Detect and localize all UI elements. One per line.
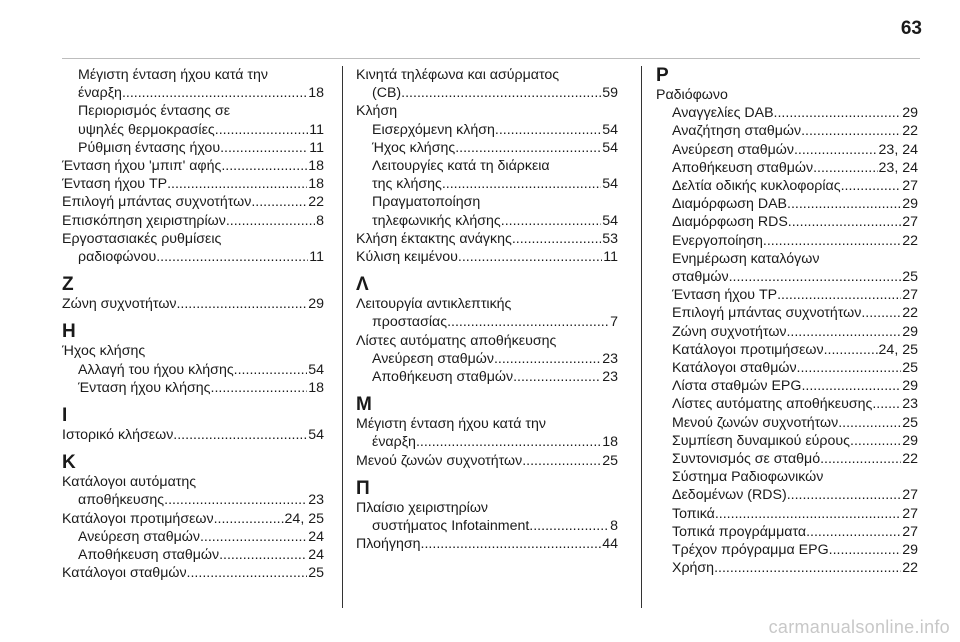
- index-entry: [356, 175, 618, 193]
- index-entry-term: Διαμόρφωση DAB: [672, 196, 788, 213]
- dot-leader: [220, 139, 308, 157]
- index-page-ref: 11: [603, 249, 618, 266]
- index-entry-term: Κατάλογοι σταθμών: [62, 565, 187, 582]
- dot-leader: [786, 323, 901, 341]
- index-page-ref: 18: [308, 176, 324, 193]
- index-entry: [356, 139, 618, 157]
- index-entry: [656, 341, 918, 359]
- index-entry-term: Ένταση ήχου κλήσης: [78, 379, 211, 396]
- index-entry-line: Πραγματοποίηση: [372, 194, 481, 211]
- index-entry-line: Ραδιόφωνο: [656, 87, 728, 103]
- index-page-ref: 29: [902, 432, 918, 449]
- index-entry-line: Μέγιστη ένταση ήχου κατά την: [78, 67, 268, 83]
- dot-leader: [442, 175, 601, 193]
- index-entry: [656, 213, 918, 231]
- index-page-ref: 24, 25: [878, 341, 918, 358]
- dot-leader: [494, 350, 601, 368]
- index-entry: [62, 491, 324, 509]
- index-entry-term: Κατάλογοι προτιμήσεων: [62, 510, 214, 527]
- dot-leader: [164, 491, 307, 509]
- index-entry-line: Κινητά τηλέφωνα και ασύρματος: [356, 67, 560, 83]
- index-entry-term: Αναγγελίες DAB: [672, 105, 774, 122]
- index-entry-term: Ανεύρεση σταθμών: [672, 141, 794, 158]
- index-entry: [62, 295, 324, 313]
- index-entry: [356, 212, 618, 230]
- index-entry-term: αποθήκευσης: [78, 492, 165, 509]
- index-page-ref: 18: [308, 379, 324, 396]
- index-entry-term: Ιστορικό κλήσεων: [62, 427, 174, 444]
- index-entry: [656, 232, 918, 250]
- index-page-ref: 54: [308, 361, 324, 378]
- index-entry-term: τηλεφωνικής κλήσης: [372, 212, 501, 229]
- index-page-ref: 29: [902, 196, 918, 213]
- column-divider: [342, 66, 343, 608]
- index-entry-term: Αποθήκευση σταθμών: [672, 159, 814, 176]
- dot-leader: [156, 248, 308, 266]
- index-page-ref: 18: [308, 158, 324, 175]
- dot-leader: [416, 433, 601, 451]
- dot-leader: [872, 395, 901, 413]
- index-entry: [62, 248, 324, 266]
- index-page-ref: 25: [902, 269, 918, 286]
- dot-leader: [421, 535, 602, 553]
- dot-leader: [861, 304, 901, 322]
- index-page-ref: 22: [902, 305, 918, 322]
- index-page-ref: 29: [902, 105, 918, 122]
- index-page-ref: 23: [902, 396, 918, 413]
- dot-leader: [829, 541, 902, 559]
- index-page-ref: 22: [308, 194, 324, 211]
- index-entry: [62, 510, 324, 528]
- index-entry-line: Κλήση: [356, 103, 398, 120]
- dot-leader: [801, 122, 901, 140]
- index-letter-heading: Ζ: [62, 274, 74, 296]
- index-page-ref: 54: [602, 139, 618, 156]
- index-entry-term: Χρήση: [672, 560, 715, 577]
- index-entry-term: Αλλαγή του ήχου κλήσης: [78, 361, 234, 378]
- index-page-ref: 54: [602, 212, 618, 229]
- index-entry-term: Αποθήκευση σταθμών: [372, 369, 514, 386]
- index-entry: [656, 541, 918, 559]
- dot-leader: [801, 377, 901, 395]
- dot-leader: [824, 341, 878, 359]
- dot-leader: [219, 546, 307, 564]
- dot-leader: [251, 193, 307, 211]
- index-entry-term: Λίστες αυτόματης αποθήκευσης: [672, 396, 873, 413]
- index-entry: [656, 177, 918, 195]
- index-entry-term: (CB): [372, 85, 402, 102]
- dot-leader: [794, 141, 878, 159]
- dot-leader: [838, 414, 901, 432]
- dot-leader: [787, 195, 901, 213]
- index-entry: [656, 122, 918, 140]
- index-entry-term: Αποθήκευση σταθμών: [78, 547, 220, 564]
- index-entry-line: Λειτουργία αντικλεπτικής: [356, 296, 512, 313]
- index-entry-term: προστασίας: [372, 314, 448, 331]
- dot-leader: [211, 379, 308, 397]
- index-page-ref: 59: [602, 85, 618, 102]
- index-page-ref: 23, 24: [878, 159, 918, 176]
- index-letter-heading: Μ: [356, 394, 372, 416]
- dot-leader: [797, 359, 902, 377]
- index-entry: [656, 159, 918, 177]
- index-page-ref: 27: [902, 487, 918, 504]
- index-entry-term: συστήματος Infotainment: [372, 518, 530, 535]
- index-page-ref: 24: [308, 528, 324, 545]
- index-page-ref: 27: [902, 178, 918, 195]
- index-entry-term: Επισκόπηση χειριστηρίων: [62, 212, 226, 229]
- index-entry-line: Σύστημα Ραδιοφωνικών: [672, 469, 824, 486]
- index-page-ref: 53: [602, 230, 618, 247]
- index-page-ref: 29: [308, 296, 324, 313]
- dot-leader: [122, 84, 307, 102]
- dot-leader: [221, 157, 307, 175]
- index-entry-line: Μέγιστη ένταση ήχου κατά την: [356, 416, 546, 433]
- index-letter-heading: Ρ: [656, 65, 669, 86]
- index-entry: [356, 452, 618, 470]
- index-page-ref: 29: [902, 542, 918, 559]
- watermark-text: carmanualsonline.info: [768, 617, 950, 637]
- dot-leader: [529, 517, 609, 535]
- index-page-ref: 29: [902, 378, 918, 395]
- index-entry: [656, 414, 918, 432]
- index-entry: [656, 395, 918, 413]
- index-entry: [356, 433, 618, 451]
- index-entry: [656, 141, 918, 159]
- index-entry: [356, 517, 618, 535]
- index-page-ref: 7: [610, 314, 618, 331]
- index-entry-term: Ένταση ήχου 'μπιπ' αφής: [62, 158, 222, 175]
- index-page-ref: 29: [902, 323, 918, 340]
- index-entry-line: Ήχος κλήσης: [62, 343, 146, 360]
- index-entry: [656, 268, 918, 286]
- index-entry-term: Κατάλογοι προτιμήσεων: [672, 341, 824, 358]
- index-entry-line: Κατάλογοι αυτόματης: [62, 474, 197, 491]
- index-entry: [656, 104, 918, 122]
- index-entry-term: Ενεργοποίηση: [672, 232, 763, 249]
- index-entry: [62, 212, 324, 230]
- dot-leader: [501, 212, 601, 230]
- index-entry: [356, 535, 618, 553]
- dot-leader: [458, 248, 602, 266]
- index-entry: [62, 564, 324, 582]
- dot-leader: [777, 286, 901, 304]
- index-page-ref: 22: [902, 123, 918, 140]
- index-page-ref: 27: [902, 214, 918, 231]
- index-page-ref: 8: [610, 518, 618, 535]
- index-entry-term: ραδιοφώνου: [78, 249, 157, 266]
- index-entry-term: Ζώνη συχνοτήτων: [672, 323, 787, 340]
- index-page-ref: 44: [602, 536, 618, 553]
- index-entry: [62, 361, 324, 379]
- index-entry-term: Μενού ζωνών συχνοτήτων: [672, 414, 839, 431]
- dot-leader: [401, 84, 601, 102]
- dot-leader: [714, 559, 901, 577]
- index-entry: [656, 523, 918, 541]
- index-page-ref: 27: [902, 523, 918, 540]
- index-entry-term: Συντονισμός σε σταθμό: [672, 451, 821, 468]
- dot-leader: [200, 528, 307, 546]
- dot-leader: [512, 230, 601, 248]
- index-page-ref: 11: [309, 249, 324, 266]
- dot-leader: [715, 505, 901, 523]
- index-entry-term: σταθμών: [672, 269, 729, 286]
- index-entry-term: Εισερχόμενη κλήση: [372, 121, 495, 138]
- index-page-ref: 8: [316, 212, 324, 229]
- dot-leader: [813, 159, 877, 177]
- index-column-1: [62, 66, 324, 582]
- dot-leader: [522, 452, 601, 470]
- index-entry: [62, 426, 324, 444]
- index-entry: [356, 121, 618, 139]
- dot-leader: [173, 426, 307, 444]
- dot-leader: [513, 368, 601, 386]
- index-entry: [356, 230, 618, 248]
- index-entry-line: Εργοστασιακές ρυθμίσεις: [62, 230, 222, 247]
- index-entry: [656, 432, 918, 450]
- index-letter-heading: Π: [356, 477, 370, 499]
- index-page-ref: 23, 24: [878, 141, 918, 158]
- index-page-ref: 25: [308, 565, 324, 582]
- index-entry: [62, 121, 324, 139]
- index-letter-heading: Ι: [62, 405, 68, 427]
- index-entry-term: Κλήση έκτακτης ανάγκης: [356, 230, 512, 247]
- index-page-ref: 25: [902, 360, 918, 377]
- dot-leader: [763, 232, 901, 250]
- dot-leader: [187, 564, 308, 582]
- index-entry-term: της κλήσης: [372, 176, 442, 193]
- index-letter-heading: Λ: [356, 274, 369, 296]
- index-page-ref: 27: [902, 505, 918, 522]
- index-entry: [62, 193, 324, 211]
- index-entry-term: Κατάλογοι σταθμών: [672, 360, 797, 377]
- index-page-ref: 24: [308, 547, 324, 564]
- page-number: 63: [900, 18, 922, 39]
- index-page-ref: 18: [602, 434, 618, 451]
- dot-leader: [850, 432, 901, 450]
- index-entry-term: Διαμόρφωση RDS: [672, 214, 788, 231]
- index-entry: [356, 313, 618, 331]
- dot-leader: [774, 104, 902, 122]
- index-page-ref: 22: [902, 232, 918, 249]
- dot-leader: [788, 213, 901, 231]
- index-page-ref: 27: [902, 287, 918, 304]
- index-letter-heading: Κ: [62, 452, 76, 474]
- index-entry-term: Ανεύρεση σταθμών: [78, 528, 200, 545]
- dot-leader: [226, 212, 315, 230]
- index-entry-term: Ένταση ήχου TP: [62, 176, 168, 193]
- index-page-ref: 23: [308, 492, 324, 509]
- index-entry: [656, 559, 918, 577]
- header-rule: [62, 58, 920, 59]
- dot-leader: [176, 295, 307, 313]
- index-entry: [656, 377, 918, 395]
- index-entry-term: Δελτία οδικής κυκλοφορίας: [672, 178, 841, 195]
- index-page-ref: 11: [309, 139, 324, 156]
- index-entry-term: έναρξη: [372, 434, 416, 451]
- index-page-ref: 25: [602, 452, 618, 469]
- index-entry: [656, 286, 918, 304]
- index-entry: [656, 486, 918, 504]
- index-entry-term: Επιλογή μπάντας συχνοτήτων: [672, 305, 862, 322]
- index-entry-term: Ήχος κλήσης: [372, 139, 456, 156]
- index-entry: [62, 157, 324, 175]
- dot-leader: [214, 510, 284, 528]
- index-page-ref: 23: [602, 350, 618, 367]
- index-column-2: [356, 66, 618, 553]
- index-entry: [62, 139, 324, 157]
- index-entry-term: Συμπίεση δυναμικού εύρους: [672, 432, 850, 449]
- index-page-ref: 22: [902, 451, 918, 468]
- dot-leader: [729, 268, 902, 286]
- index-page-ref: 24, 25: [284, 510, 324, 527]
- dot-leader: [495, 121, 601, 139]
- index-entry-term: Ανεύρεση σταθμών: [372, 350, 494, 367]
- index-entry-term: Τοπικά προγράμματα: [672, 523, 807, 540]
- index-entry-term: Ένταση ήχου TP: [672, 287, 778, 304]
- index-entry-term: έναρξη: [78, 85, 122, 102]
- index-entry-line: Πλαίσιο χειριστηρίων: [356, 499, 489, 516]
- index-entry: [656, 195, 918, 213]
- index-entry-term: Αναζήτηση σταθμών: [672, 123, 802, 140]
- index-entry: [356, 248, 618, 266]
- index-entry: [62, 84, 324, 102]
- index-entry-term: Επιλογή μπάντας συχνοτήτων: [62, 194, 252, 211]
- index-entry: [656, 359, 918, 377]
- dot-leader: [806, 523, 901, 541]
- index-page-ref: 54: [602, 121, 618, 138]
- index-entry: [356, 368, 618, 386]
- index-entry-line: Περιορισμός έντασης σε: [78, 103, 231, 120]
- index-entry: [656, 450, 918, 468]
- index-entry-line: Ενημέρωση καταλόγων: [672, 250, 820, 267]
- dot-leader: [167, 175, 307, 193]
- index-page-ref: 54: [308, 427, 324, 444]
- index-page-ref: 23: [602, 369, 618, 386]
- index-page-ref: 22: [902, 560, 918, 577]
- index-entry-term: Πλοήγηση: [356, 536, 421, 553]
- index-column-3: [656, 66, 918, 577]
- dot-leader: [215, 121, 309, 139]
- index-entry-term: Τρέχον πρόγραμμα EPG: [672, 542, 829, 559]
- index-letter-heading: Η: [62, 321, 76, 343]
- index-entry-term: Μενού ζωνών συχνοτήτων: [356, 452, 523, 469]
- index-entry-term: Δεδομένων (RDS): [672, 487, 787, 504]
- index-entry-line: Λειτουργίες κατά τη διάρκεια: [372, 158, 550, 175]
- index-entry-line: Λίστες αυτόματης αποθήκευσης: [356, 332, 557, 349]
- index-page-ref: 18: [308, 85, 324, 102]
- column-divider: [641, 66, 642, 608]
- index-page-ref: 11: [309, 121, 324, 138]
- dot-leader: [820, 450, 901, 468]
- index-entry: [656, 323, 918, 341]
- dot-leader: [841, 177, 902, 195]
- index-page-ref: 25: [902, 414, 918, 431]
- index-page-ref: 54: [602, 176, 618, 193]
- dot-leader: [787, 486, 902, 504]
- index-entry: [62, 175, 324, 193]
- index-entry: [62, 546, 324, 564]
- index-entry-term: Λίστα σταθμών EPG: [672, 378, 802, 395]
- dot-leader: [447, 313, 609, 331]
- index-entry: [356, 350, 618, 368]
- index-entry-term: Ζώνη συχνοτήτων: [62, 296, 177, 313]
- index-entry-term: Κύλιση κειμένου: [356, 249, 458, 266]
- dot-leader: [234, 361, 308, 379]
- index-entry-term: υψηλές θερμοκρασίες: [78, 121, 215, 138]
- index-entry: [62, 528, 324, 546]
- index-entry-term: Τοπικά: [672, 505, 715, 522]
- index-entry: [656, 304, 918, 322]
- dot-leader: [455, 139, 601, 157]
- index-entry: [62, 379, 324, 397]
- index-entry-term: Ρύθμιση έντασης ήχου: [78, 139, 221, 156]
- index-entry: [356, 84, 618, 102]
- index-entry: [656, 505, 918, 523]
